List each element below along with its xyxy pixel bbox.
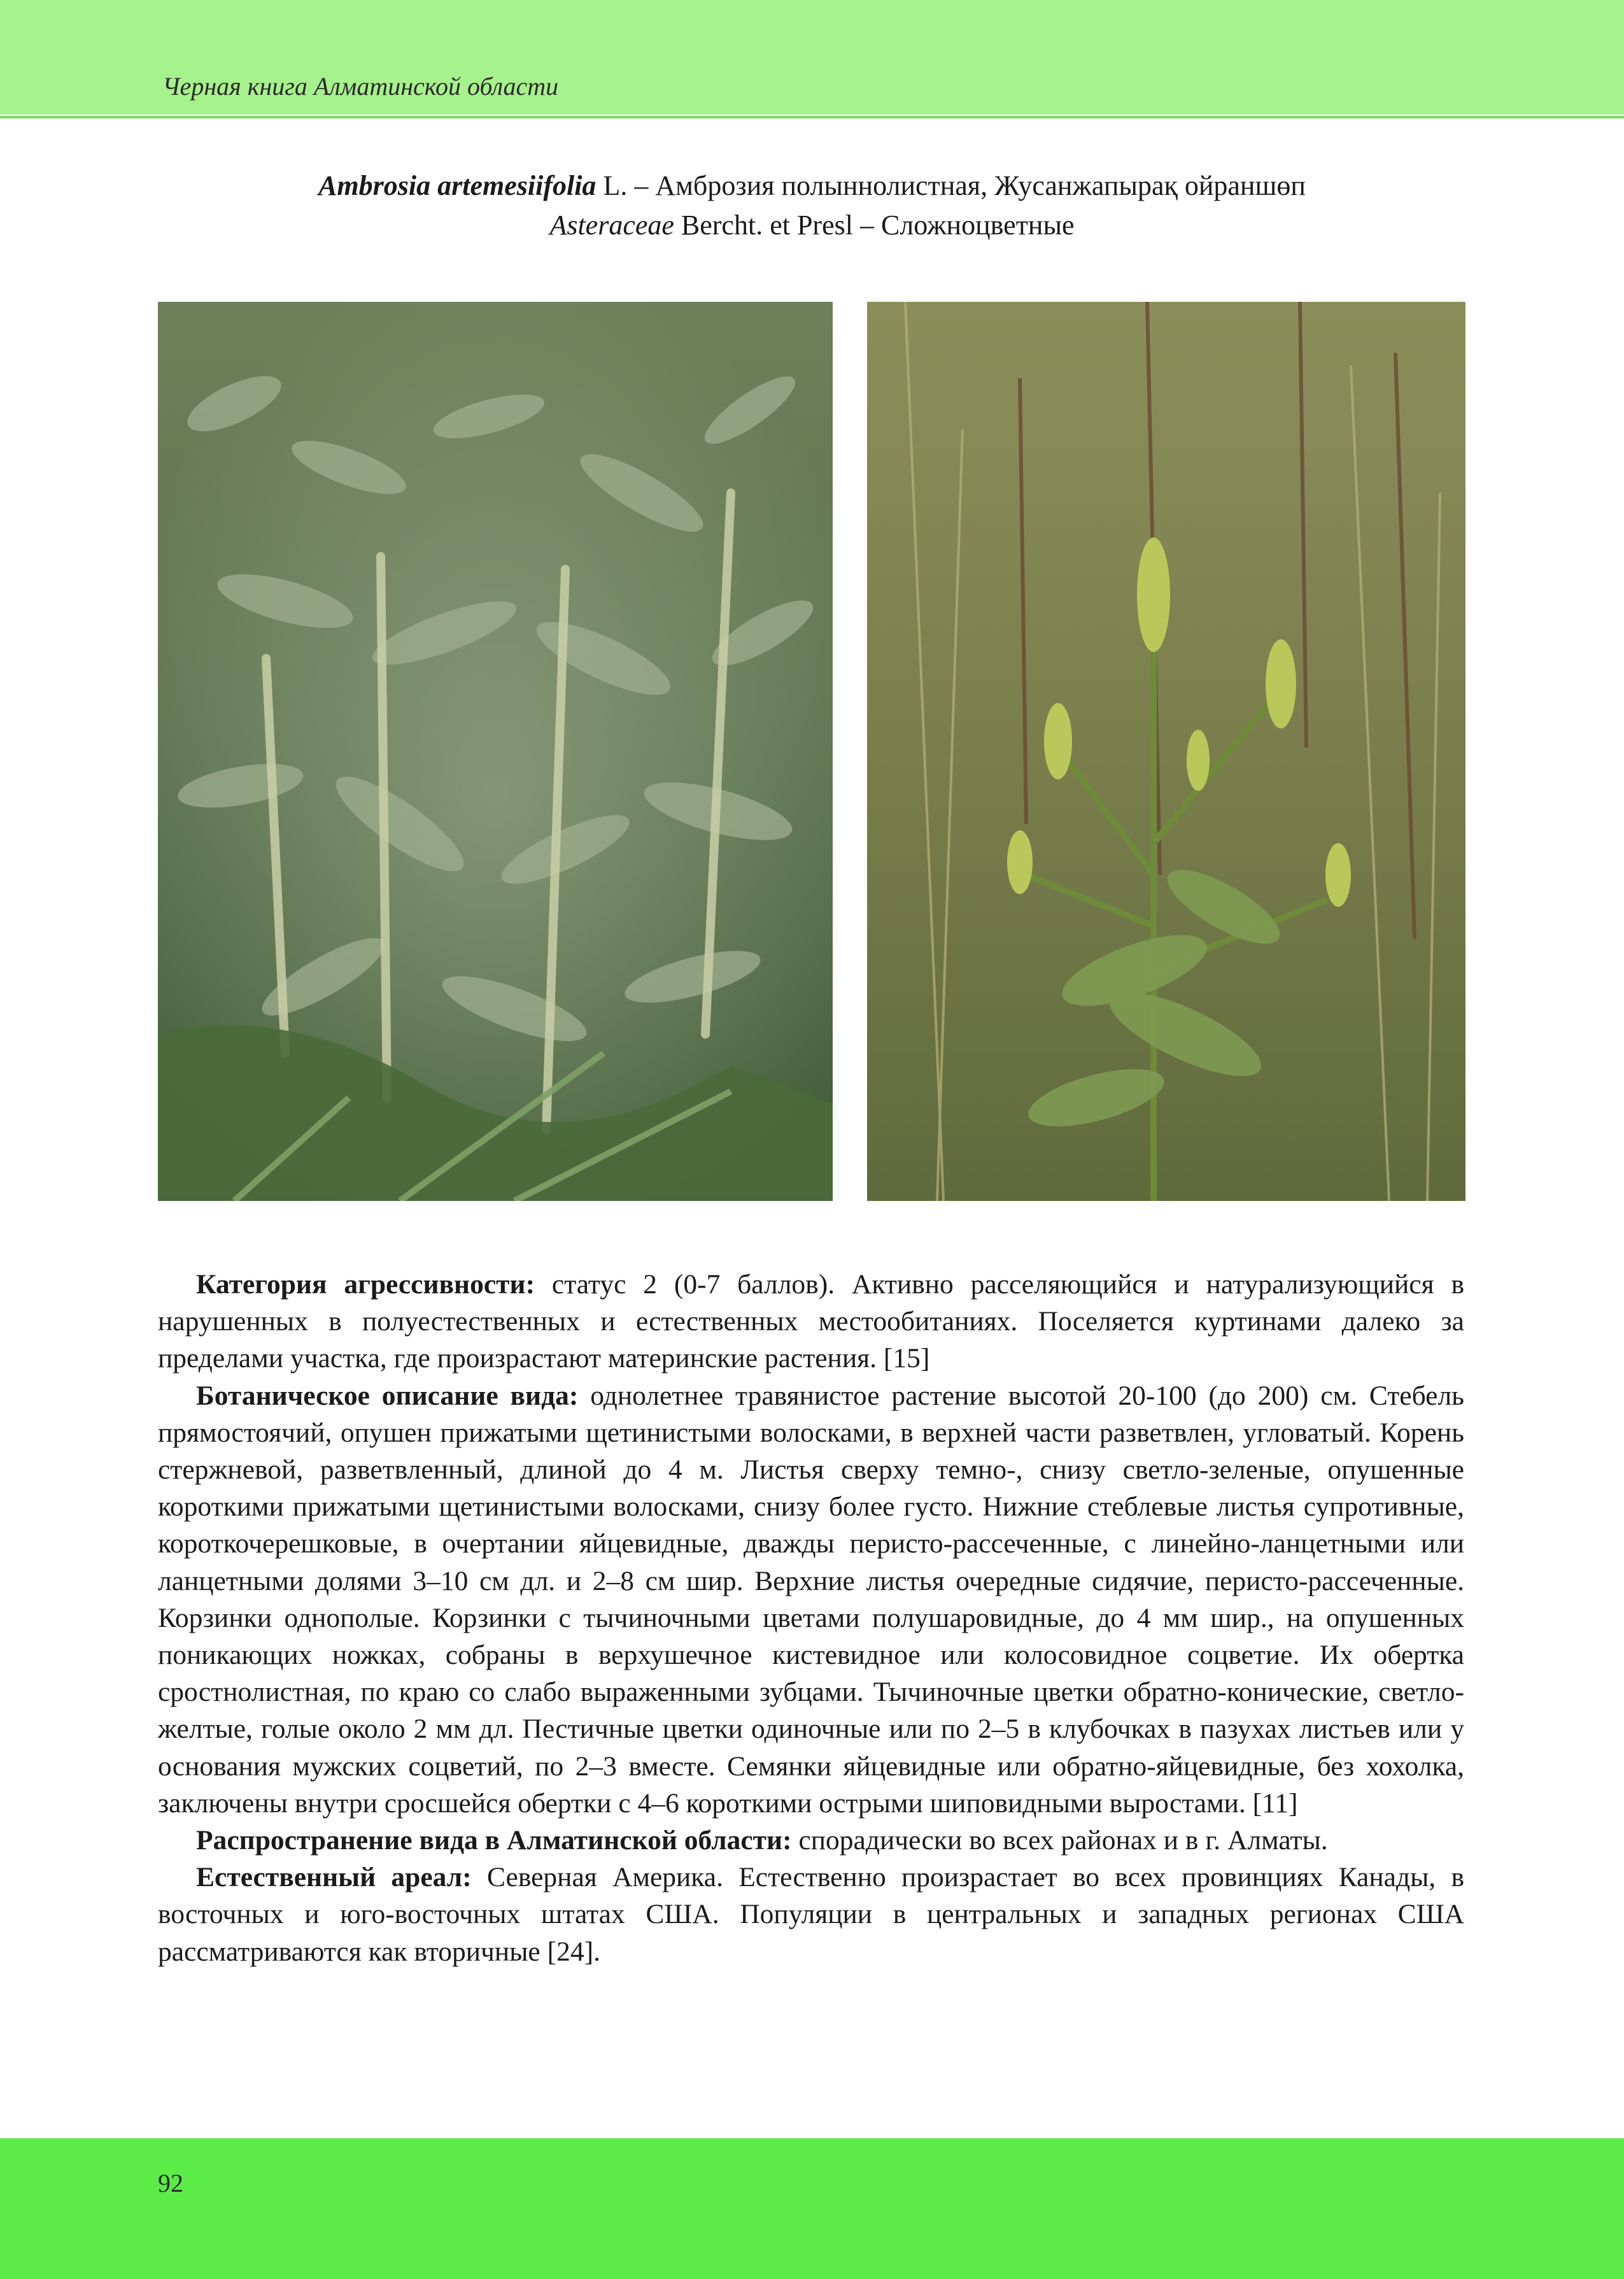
section-label: Естественный ареал: [196,1862,472,1893]
article-body [158,1266,1464,1970]
species-latin-name: Ambrosia artemesiifolia [318,170,597,201]
book-title: Черная книга Алматинской области [162,72,559,101]
section-botanical-description [158,1377,1464,1822]
section-native-range [158,1859,1464,1970]
photo-ambrosia-plant [867,302,1465,1201]
section-label: Распространение вида в Алматинской области: [196,1825,792,1856]
species-common-names: L. – Амброзия полыннолистная, Жусанжапырақ ойраншөп [596,170,1306,201]
footer-band [0,2138,1624,2279]
page-number: 92 [158,2169,183,2197]
section-aggressiveness [158,1266,1464,1377]
section-distribution [158,1822,1464,1859]
species-family [0,208,1624,243]
family-latin-name: Asteraceae [549,209,674,241]
family-common-name: Bercht. et Presl – Сложноцветные [674,209,1075,241]
section-text: однолетнее травянистое растение высотой 20-100 (до 200) см. Стебель прямостоячий, опушен прижатыми щетинистыми волосками, в верхней части разветвлен, угловатый. Корень стержневой, разветвленный, длиной до 4 м. Листья сверху темно-, снизу светло-зеленые, опушенные короткими прижатыми щетинистыми волосками, снизу более густо. Нижние стеблевые листья супротивные, короткочерешковые, в очертании яйцевидные, дважды перисто-рассеченные, с линейно-ланцетными или ланцетными долями 3–10 см дл. и 2–8 см шир. Верхние листья очередные сидячие, перисто-рассеченные. Корзинки однополые. Корзинки с тычиночными цветами полушаровидные, до 4 мм шир., на опушенных поникающих ножках, собраны в верхушечное кистевидное или колосовидное соцветие. Их обертка сростнолистная, по краю со слабо выраженными зубцами. Тычиночные цветки обратно-конические, светло-желтые, голые около 2 мм дл. Пестичные цветки одиночные или по 2–5 в клубочках в пазухах листьев или у основания мужских соцветий, по 2–3 вместе. Семянки яйцевидные или обратно-яйцевидные, без хохолка, заключены внутри сросшейся обертки с 4–6 короткими острыми шиповидными выростами. [11] [158,1380,1464,1819]
section-text: статус 2 (0-7 баллов). Активно расселяющийся и натурализующийся в нарушенных в полуестественных и естественных местообитаниях. Поселяется куртинами далеко за пределами участка, где произрастают материнские растения. [15] [158,1269,1464,1374]
photo-ambrosia-bush [158,302,833,1201]
header-divider [0,116,1624,118]
species-title [0,168,1624,204]
section-text: спорадически во всех районах и в г. Алматы. [791,1825,1328,1856]
section-label: Категория агрессивности: [196,1269,535,1300]
section-label: Ботаническое описание вида: [196,1380,579,1411]
section-text: Северная Америка. Естественно произрастает во всех провинциях Канады, в восточных и юго-восточных штатах США. Популяции в центральных и западных регионах США рассматриваются как вторичные [24]. [158,1862,1464,1967]
